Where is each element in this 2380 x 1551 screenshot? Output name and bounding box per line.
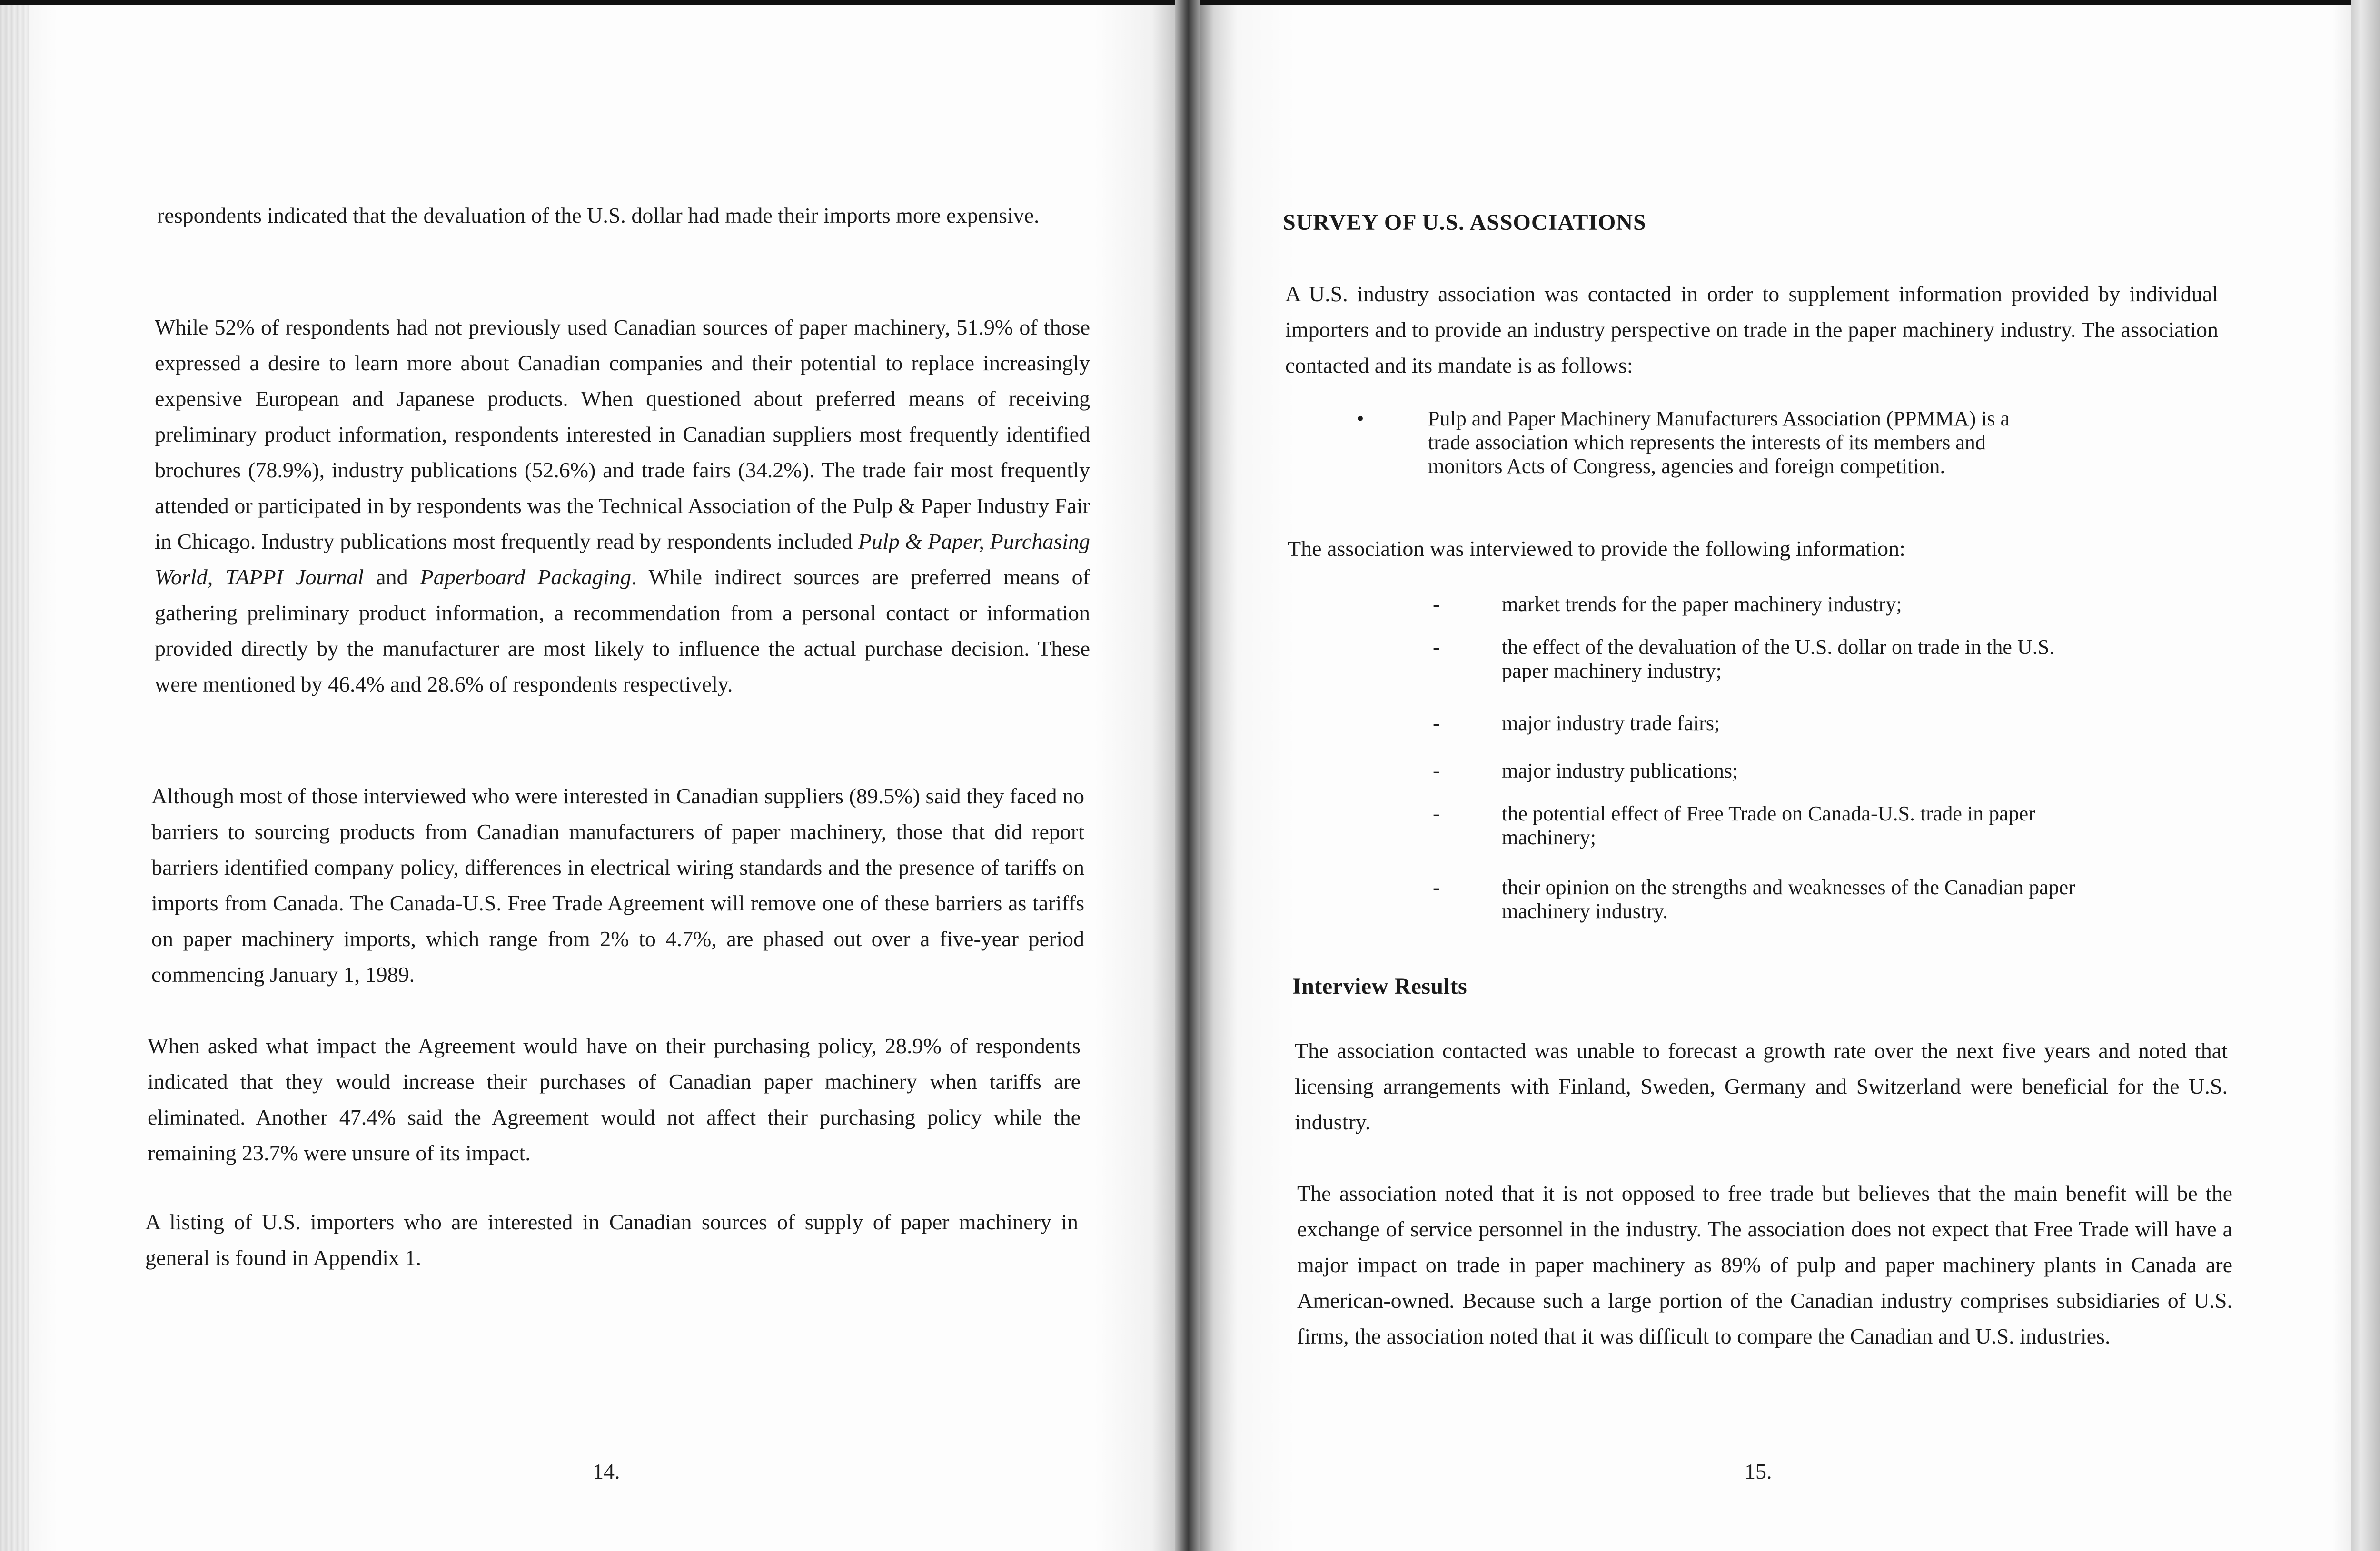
left-page [0, 5, 1175, 1551]
results-paragraph [1297, 1176, 2232, 1354]
paragraph-agreement-impact [148, 1028, 1081, 1171]
paragraph-text: A listing of U.S. importers who are interested in Canadian sources of supply of paper machinery in general is found in Appendix 1. [145, 1210, 1078, 1270]
paragraph-text [155, 309, 1090, 702]
paragraph-text-part: . While indirect sources are preferred means of gathering preliminary product information, a recommendation from a personal contact or information provided directly by the manufacturer are most likely to influence the actual purchase decision. These were mentioned by 46.4% and 28.6% of respondents respectively. [155, 565, 1090, 696]
publication-name: Paperboard Packaging [420, 565, 631, 589]
publication-names: Pulp & Paper, Purchasing World, TAPPI Journal [155, 529, 1091, 589]
results-paragraph [1295, 1033, 2228, 1140]
paragraph-text: The association noted that it is not opposed to free trade but believes that the main benefit will be the exchange of service personnel in the industry. The association does not expect that Free Trade will have a major impact on trade in paper machinery as 89% of pulp and paper machinery plants in Canada are American-owned. Because such a large portion of the Canadian industry comprises subsidiaries of U.S. firms, the association noted that it was difficult to compare the Canadian and U.S. industries. [1297, 1181, 2232, 1348]
interview-intro [1288, 531, 2097, 566]
paragraph-continuation [157, 198, 1090, 233]
paragraph-text-part: and [364, 565, 420, 589]
dash-icon: - [1433, 759, 1440, 782]
paragraph-text: respondents indicated that the devaluation of the U.S. dollar had made their imports more expensive. [157, 203, 1040, 227]
subheading: Interview Results [1292, 974, 1468, 999]
paragraph-text: Although most of those interviewed who were interested in Canadian suppliers (89.5%) said they faced no barriers to sourcing products from Canadian manufacturers of paper machinery, those that did report barriers identified company policy, differences in electrical wiring standards and the presence of tariffs on imports from Canada. The Canada-U.S. Free Trade Agreement will remove one of these barriers as tariffs on paper machinery imports, which range from 2% to 4.7%, are phased out over a five-year period commencing January 1, 1989. [151, 784, 1084, 987]
bullet-text: Pulp and Paper Machinery Manufacturers Association (PPMMA) is a trade association which represents the interests of its members and monitors Acts of Congress, agencies and foreign competition. [1428, 407, 2010, 478]
scan-right-edge [2351, 0, 2380, 1551]
paragraph-sources [155, 309, 1090, 702]
page-number: 15. [1745, 1459, 1772, 1483]
dash-icon: - [1433, 876, 1440, 899]
section-heading: SURVEY OF U.S. ASSOCIATIONS [1283, 210, 1646, 235]
right-page [1200, 5, 2351, 1551]
paragraph-text-part: While 52% of respondents had not previously used Canadian sources of paper machinery, 51.9% of those expressed a desire to learn more about Canadian companies and their potential to replace increasingly expensive European and Japanese products. When questioned about preferred means of receiving preliminary product information, respondents interested in Canadian suppliers most frequently identified brochures (78.9%), industry publications (52.6%) and trade fairs (34.2%). The trade fair most frequently attended or participated in by respondents was the Technical Association of the Pulp & Paper Industry Fair in Chicago. Industry publications most frequently read by respondents included [155, 315, 1090, 553]
bullet-icon: • [1357, 407, 1364, 430]
dash-icon: - [1433, 711, 1440, 735]
paragraph-text: A U.S. industry association was contacted in order to supplement information provided by individual importers and to provide an industry perspective on trade in the paper machinery industry. The association contacted and its mandate is as follows: [1285, 282, 2218, 377]
paragraph-text: The association contacted was unable to forecast a growth rate over the next five years and noted that licensing arrangements with Finland, Sweden, Germany and Switzerland were beneficial for the U.S. industry. [1295, 1038, 2228, 1134]
paragraph-text: The association was interviewed to provide the following information: [1288, 536, 1905, 561]
page-stack-edge [0, 5, 29, 1551]
dash-icon: - [1433, 635, 1440, 659]
paragraph-barriers [151, 778, 1084, 992]
intro-paragraph [1285, 276, 2218, 383]
list-item-text: market trends for the paper machinery industry; [1502, 593, 1902, 616]
paragraph-appendix [145, 1204, 1078, 1275]
list-item-text: the effect of the devaluation of the U.S. dollar on trade in the U.S. paper machinery industry; [1502, 635, 2055, 682]
page-number: 14. [593, 1459, 620, 1483]
dash-icon: - [1433, 802, 1440, 825]
paragraph-text: When asked what impact the Agreement would have on their purchasing policy, 28.9% of respondents indicated that they would increase their purchases of Canadian paper machinery when tariffs are eliminated. Another 47.4% said the Agreement would not affect their purchasing policy while the remaining 23.7% were unsure of its impact. [148, 1034, 1081, 1165]
list-item-text: their opinion on the strengths and weaknesses of the Canadian paper machinery industry. [1502, 876, 2075, 923]
dash-icon: - [1433, 593, 1440, 616]
book-gutter [1175, 0, 1200, 1551]
list-item-text: major industry publications; [1502, 759, 1738, 782]
list-item-text: major industry trade fairs; [1502, 711, 1720, 735]
list-item-text: the potential effect of Free Trade on Canada-U.S. trade in paper machinery; [1502, 802, 2035, 849]
